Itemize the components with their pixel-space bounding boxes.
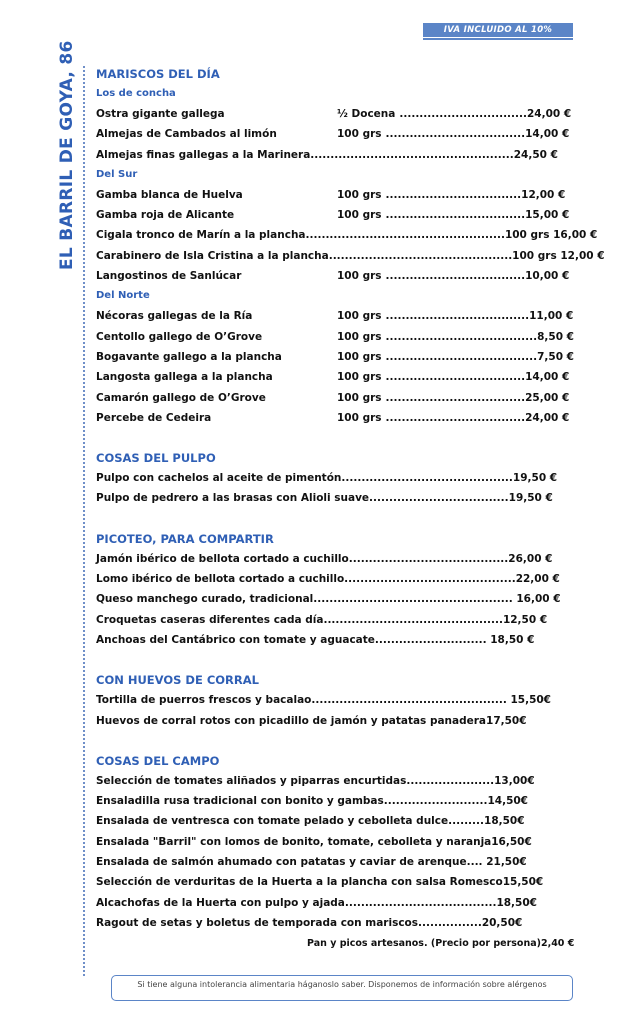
menu-item-price: ...................................19,50 €: [369, 492, 553, 505]
section-gap: [96, 650, 633, 670]
menu-item-price: ...................................10,00 €: [385, 270, 570, 283]
menu-item: [96, 872, 633, 892]
menu-item-quantity: 100 grs: [337, 371, 382, 384]
list-norte: [96, 306, 633, 428]
menu-item: [96, 347, 633, 367]
menu-item-name: Selección de tomates aliñados y piparras encurtidas: [96, 774, 407, 787]
menu-item-price: ......................13,00€: [406, 774, 535, 787]
menu-item: [96, 104, 633, 124]
menu-item-price: ..........................14,50€: [383, 795, 528, 808]
menu-item-name: Ensaladilla rusa tradicional con bonito y gambas: [96, 795, 384, 808]
section-title-picoteo: PICOTEO, PARA COMPARTIR: [96, 531, 274, 546]
menu-item-price: ................20,50€: [418, 916, 523, 929]
menu-item-quantity: 100 grs: [337, 128, 382, 141]
menu-item: [96, 145, 633, 165]
menu-item-name: Centollo gallego de O’Grove: [96, 330, 263, 343]
menu-item-price: 16,50€: [491, 835, 532, 848]
menu-item-quantity: ½ Docena: [337, 108, 396, 120]
menu-item-price: ....................................11,00 €: [385, 310, 574, 323]
menu-item-name: Langostinos de Sanlúcar: [96, 270, 242, 283]
section-title-mariscos: MARISCOS DEL DÍA: [96, 67, 220, 81]
menu-item-name: Cigala tronco de Marín a la plancha: [96, 229, 306, 242]
menu-item-price: ...................................24,00 €: [385, 411, 570, 424]
menu-item: [96, 569, 633, 589]
list-concha: [96, 104, 633, 165]
menu-item-quantity: 100 grs: [337, 391, 382, 404]
iva-badge: IVA INCLUIDO AL 10%: [423, 23, 573, 37]
menu-item-name: Alcachofas de la Huerta con pulpo y ajada: [96, 896, 345, 909]
menu-item: [96, 630, 633, 650]
menu-item-price: ......................................8,50 €: [385, 330, 574, 343]
menu-item-name: Queso manchego curado, tradicional: [96, 593, 314, 606]
menu-item: [96, 893, 633, 913]
subsection-title-norte: Del Norte: [96, 290, 150, 302]
menu-item-name: Langosta gallega a la plancha: [96, 371, 273, 384]
allergen-notice-text: Si tiene alguna intolerancia alimentaria háganoslo saber. Disponemos de información sobre alérgenos: [137, 980, 547, 989]
menu-item-price: .............................................12,50 €: [323, 613, 548, 626]
menu-item-price: ...................................15,00 €: [385, 209, 570, 222]
menu-item-price: .................................................. 16,00 €: [313, 593, 561, 606]
menu-item-quantity: 100 grs: [337, 411, 382, 424]
menu-item-name: Pulpo con cachelos al aceite de pimentón: [96, 472, 342, 485]
section-gap: [96, 428, 633, 448]
menu-list: [96, 64, 633, 933]
menu-item: [96, 468, 633, 488]
menu-item-name: Ostra gigante gallega: [96, 108, 225, 120]
bread-note: Pan y picos artesanos. (Precio por persona)2,40 €: [307, 938, 575, 949]
menu-item-name: Nécoras gallegas de la Ría: [96, 310, 253, 323]
menu-item-quantity: 100 grs: [337, 188, 382, 201]
subsection-title-concha: Los de concha: [96, 88, 176, 99]
menu-item: [96, 610, 633, 630]
menu-item-price: ......................................18,50€: [344, 896, 537, 909]
menu-item-name: Percebe de Cedeira: [96, 411, 212, 424]
menu-item-price: ...................................14,00 €: [385, 128, 570, 141]
menu-item-quantity: 100 grs: [337, 209, 382, 222]
menu-item-name: Anchoas del Cantábrico con tomate y aguacate: [96, 633, 375, 646]
menu-item: [96, 408, 633, 428]
menu-item-name: Jamón ibérico de bellota cortado a cuchillo: [96, 552, 349, 565]
menu-item: [96, 488, 633, 508]
menu-item-name: Carabinero de Isla Cristina a la plancha: [96, 249, 329, 262]
menu-item: [96, 327, 633, 347]
menu-item-price: ........................................26,00 €: [348, 552, 553, 565]
menu-item: [96, 367, 633, 387]
menu-item-price: ...................................25,00 €: [385, 391, 570, 404]
menu-item: [96, 711, 633, 731]
menu-item-name: Camarón gallego de O’Grove: [96, 391, 266, 404]
menu-item-name: Huevos de corral rotos con picadillo de jamón y patatas panadera: [96, 714, 487, 727]
section-gap: [96, 509, 633, 529]
menu-item-price: ..............................................100 grs 12,00 €: [328, 249, 605, 262]
menu-item-price: ..................................12,00 €: [385, 188, 566, 201]
menu-item-name: Gamba blanca de Huelva: [96, 188, 243, 201]
menu-item: [96, 589, 633, 609]
menu-item: [96, 246, 633, 266]
menu-item: [96, 811, 633, 831]
menu-item-price: ......................................7,50 €: [385, 350, 574, 363]
menu-item: [96, 266, 633, 286]
menu-item-price: ..................................................100 grs 16,00 €: [305, 229, 598, 242]
menu-item: [96, 388, 633, 408]
iva-badge-underline: [423, 38, 573, 40]
menu-item-price: ............................ 18,50 €: [374, 633, 535, 646]
menu-item-price: ................................................. 15,50€: [311, 694, 551, 707]
menu-item: [96, 225, 633, 245]
menu-item-name: Lomo ibérico de bellota cortado a cuchillo: [96, 573, 345, 586]
menu-item-name: Croquetas caseras diferentes cada día: [96, 613, 324, 626]
menu-item-name: Almejas de Cambados al limón: [96, 128, 277, 141]
menu-item-name: Pulpo de pedrero a las brasas con Alioli suave: [96, 492, 370, 505]
menu-item: [96, 205, 633, 225]
menu-item: [96, 124, 633, 144]
menu-item-name: Ragout de setas y boletus de temporada con mariscos: [96, 916, 419, 929]
menu-item-price: .... 21,50€: [466, 856, 527, 869]
menu-item: [96, 306, 633, 326]
list-sur: [96, 185, 633, 286]
menu-item-price: ................................24,00 €: [399, 108, 572, 120]
menu-item-price: ...................................................24,50 €: [310, 148, 558, 161]
menu-item-quantity: 100 grs: [337, 270, 382, 283]
menu-item-name: Tortilla de puerros frescos y bacalao: [96, 694, 312, 707]
menu-item-name: Gamba roja de Alicante: [96, 209, 235, 222]
menu-item-name: Bogavante gallego a la plancha: [96, 350, 282, 363]
menu-item-name: Almejas finas gallegas a la Marinera: [96, 148, 311, 161]
list-picoteo: [96, 549, 633, 650]
list-campo: [96, 771, 633, 933]
menu-item: [96, 913, 633, 933]
menu-item-quantity: 100 grs: [337, 310, 382, 323]
menu-item: [96, 690, 633, 710]
allergen-notice-box: [111, 975, 573, 1001]
menu-item-price: 17,50€: [486, 714, 527, 727]
list-huevos: [96, 690, 633, 731]
section-gap: [96, 731, 633, 751]
section-title-campo: COSAS DEL CAMPO: [96, 753, 220, 768]
menu-item-name: Selección de verduritas de la Huerta a la plancha con salsa Romesco: [96, 876, 503, 889]
menu-item: [96, 185, 633, 205]
menu-item-quantity: 100 grs: [337, 350, 382, 363]
restaurant-side-title: EL BARRIL DE GOYA, 86: [57, 40, 77, 270]
side-dotted-divider: [83, 66, 85, 976]
menu-item: [96, 549, 633, 569]
menu-item-price: ...................................14,00 €: [385, 371, 570, 384]
list-pulpo: [96, 468, 633, 509]
menu-item: [96, 832, 633, 852]
section-title-pulpo: COSAS DEL PULPO: [96, 451, 216, 466]
menu-item-price: ...........................................19,50 €: [341, 472, 558, 485]
menu-item-price: 15,50€: [502, 876, 544, 889]
menu-item: [96, 771, 633, 791]
menu-item: [96, 791, 633, 811]
menu-item-price: ...........................................22,00 €: [344, 573, 560, 586]
menu-item-name: Ensalada "Barril" con lomos de bonito, tomate, cebolleta y naranja: [96, 835, 492, 848]
menu-item-quantity: 100 grs: [337, 330, 382, 343]
section-title-huevos: CON HUEVOS DE CORRAL: [96, 673, 259, 688]
menu-item-price: .........18,50€: [448, 815, 525, 828]
menu-item: [96, 852, 633, 872]
menu-item-name: Ensalada de salmón ahumado con patatas y caviar de arenque: [96, 856, 467, 869]
subsection-title-sur: Del Sur: [96, 168, 138, 180]
menu-item-name: Ensalada de ventresca con tomate pelado y cebolleta dulce: [96, 815, 449, 828]
